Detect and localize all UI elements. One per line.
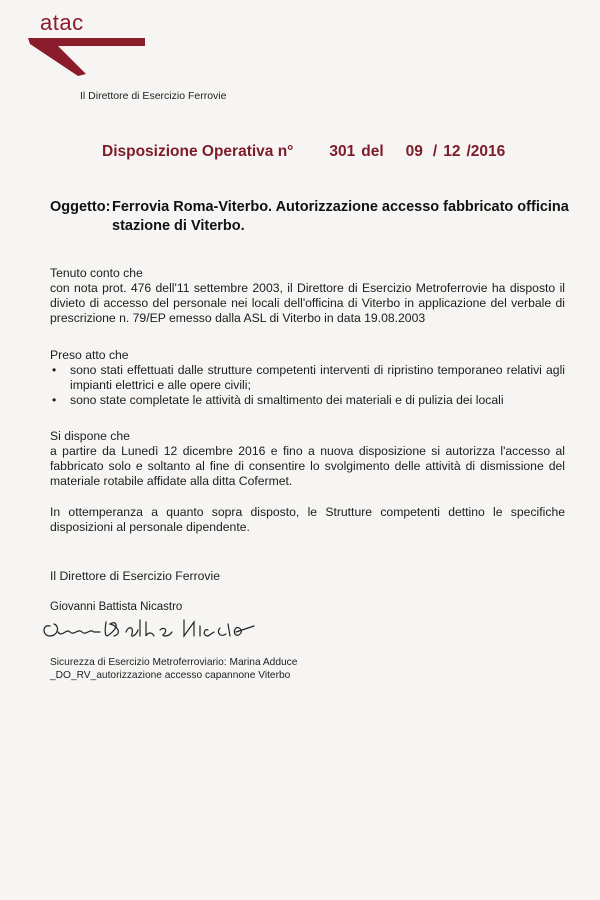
list-item: • sono state completate le attività di smaltimento dei materiali e di pulizia dei locali [52,393,504,407]
subject [50,198,580,236]
section-text: a partire da Lunedì 12 dicembre 2016 e fino a nuova disposizione si autorizza l'accesso al fabbricato solo e soltanto al fine di consentire lo svolgimento delle attività di dismissione del materiale rotabile affidate alla ditta Cofermet. [50,444,565,488]
closing-title: Il Direttore di Esercizio Ferrovie [50,569,220,583]
disposition-month: 12 [443,143,461,160]
director-header: Il Direttore di Esercizio Ferrovie [80,90,227,102]
disposition-heading [102,143,505,161]
list-item: • sono stati effettuati dalle strutture competenti interventi di ripristino temporaneo relativi agli impianti elettrici e alle opere civili; [52,363,565,392]
section-intro: Preso atto che [50,348,129,362]
disposition-del: del [361,143,384,160]
signature [40,612,260,646]
disposition-number: 301 [329,143,356,160]
date-separator: / [466,143,471,160]
section-considered [50,266,565,326]
footer-line-1: Sicurezza di Esercizio Metroferroviario: Marina Adduce [50,657,298,668]
section-ordered [50,429,565,489]
atac-logo-icon [28,38,148,78]
disposition-label: Disposizione Operativa n° [102,143,294,160]
section-intro: Si dispone che [50,429,130,443]
section-text: In ottemperanza a quanto sopra disposto, le Strutture competenti dettino le specifiche disposizioni al personale dipendente. [50,505,565,534]
section-noted [50,348,565,408]
section-text: con nota prot. 476 dell'11 settembre 2003, il Direttore di Esercizio Metroferrovie ha disposto il divieto di accesso del personale nei locali dell'officina di Viterbo in applicazione del verbale di prescrizione n. 79/EP emesso dalla ASL di Viterbo in data 19.08.2003 [50,281,565,325]
atac-logo: atac [40,10,84,35]
footer-line-2: _DO_RV_autorizzazione accesso capannone Viterbo [50,670,291,681]
signatory-name: Giovanni Battista Nicastro [50,601,183,613]
date-separator: / [432,143,438,160]
bullet-icon: • [52,363,57,377]
bullet-icon: • [52,393,57,407]
bullet-list [50,363,565,408]
disposition-year: 2016 [470,143,506,160]
subject-label: Oggetto: [50,199,111,215]
section-compliance [50,505,565,535]
disposition-day: 09 [405,143,423,160]
subject-line-1: Ferrovia Roma-Viterbo. Autorizzazione accesso fabbricato officina [112,199,569,215]
subject-line-2: stazione di Viterbo. [112,218,245,234]
section-intro: Tenuto conto che [50,266,143,280]
